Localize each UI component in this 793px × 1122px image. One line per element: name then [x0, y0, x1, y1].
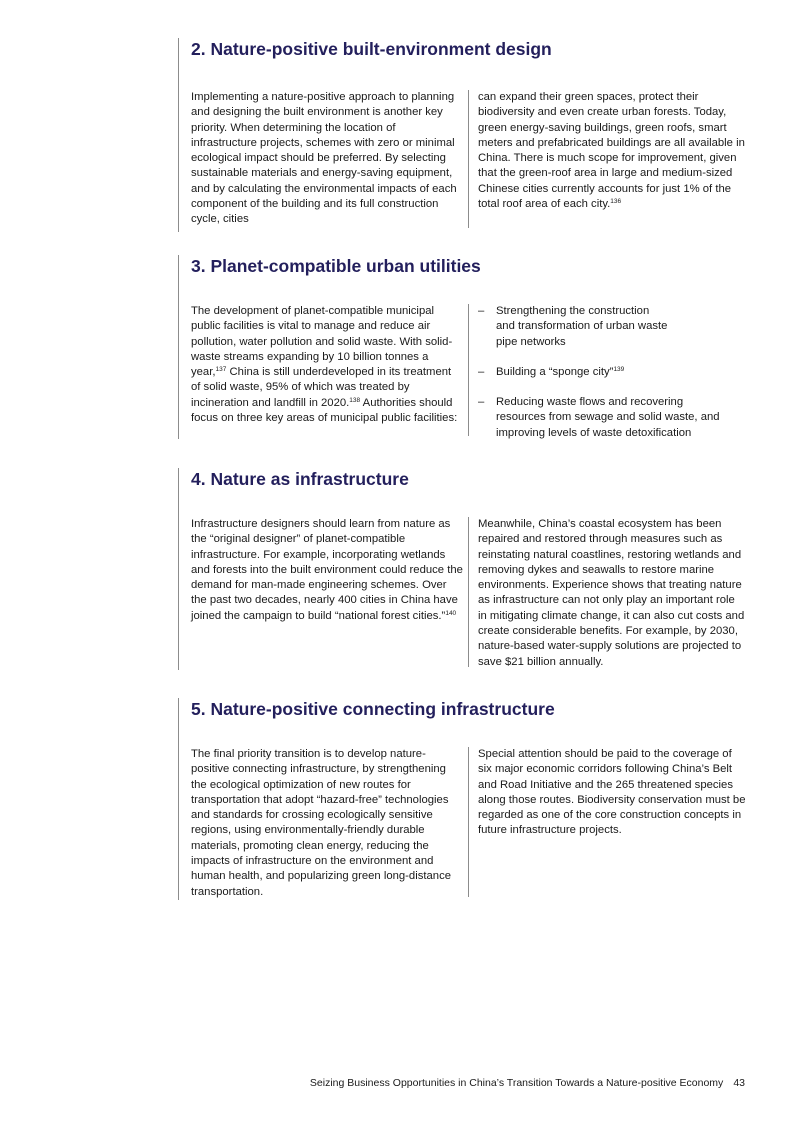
- footnote-ref: 140: [445, 609, 457, 617]
- left-column: [191, 517, 463, 624]
- bullet-text: Reducing waste flows and recovering resources from sewage and solid waste, and improving levels of waste detoxification: [496, 396, 720, 439]
- bullet-text: Strengthening the construction and transformation of urban waste pipe networks: [496, 305, 668, 348]
- section-built-environment: [178, 38, 749, 232]
- section-connecting-infrastructure: [178, 698, 749, 900]
- footnote-ref: 136: [610, 198, 622, 206]
- footnote-ref: 139: [613, 365, 625, 373]
- left-column: [191, 747, 463, 900]
- right-column: [478, 747, 746, 839]
- bullet-text: Building a “sponge city”: [496, 365, 614, 378]
- section-title: 3. Planet-compatible urban utilities: [191, 256, 481, 276]
- paragraph: Implementing a nature-positive approach to planning and designing the built environment is another key priority. When determining the location of infrastructure projects, schemes with zero or minimal ecological impact should be preferred. By selecting sustainable materials and energy-saving equipment, and by calculating the environmental impacts of each component of the building and its full construction cycle, cities: [191, 91, 457, 226]
- paragraph: [191, 304, 463, 426]
- paragraph: The final priority transition is to develop nature-positive connecting infrastructure, by strengthening the ecological optimization of new routes for transportation that adopt “hazard-free” technologies and standards for crossing ecologically sensitive regions, using environmentally-friendly durable materials, promoting clean energy, reducing the impacts of infrastructure on the environment and human health, and popularizing green long-distance transportation.: [191, 748, 452, 898]
- list-item: [478, 365, 730, 380]
- bullet-dash: –: [478, 365, 485, 378]
- column-divider: [468, 517, 469, 667]
- section-urban-utilities: [178, 255, 749, 439]
- column-divider: [468, 747, 469, 897]
- left-column: [191, 90, 463, 228]
- right-column: [478, 90, 746, 212]
- footnote-ref: 138: [349, 396, 361, 404]
- footnote-ref: 137: [215, 366, 227, 374]
- paragraph: Meanwhile, China’s coastal ecosystem has been repaired and restored through measures such as reinstating natural coastlines, restoring wetlands and removing dykes and seawalls to restore marine environments. Experience shows that treating nature as infrastructure can not only play an important role in mitigating climate change, it can also cut costs and create considerable benefits. For example, by 2030, nature-based water-supply solutions are projected to save $21 billion annually.: [478, 518, 745, 668]
- paragraph-text: Infrastructure designers should learn from nature as the “original designer” of planet-compatible infrastructure. For example, incorporating wetlands and forests into the built environment could reduce the demand for man-made engineering schemes. Over the past two decades, nearly 400 cities in China have joined the campaign to build “national forest cities.”: [191, 518, 463, 622]
- paragraph-text: Authorities should focus on three key areas of municipal public facilities:: [191, 396, 458, 425]
- section-title: 5. Nature-positive connecting infrastructure: [191, 699, 555, 719]
- bullet-column: [478, 304, 730, 456]
- paragraph-text: The development of planet-compatible municipal public facilities is vital to manage and reduce air pollution, water pollution and solid waste. With solid-waste streams expanding by 10 billion tonnes a year,: [191, 305, 453, 379]
- section-title: 2. Nature-positive built-environment design: [191, 39, 552, 59]
- bullet-dash: –: [478, 396, 485, 409]
- paragraph: [478, 90, 746, 212]
- right-column: [478, 517, 746, 670]
- paragraph: Special attention should be paid to the coverage of six major economic corridors following China’s Belt and Road Initiative and the 265 threatened species along those routes. Biodiversity conservation must be regarded as one of the core construction concepts in future infrastructure projects.: [478, 748, 746, 837]
- section-title: 4. Nature as infrastructure: [191, 469, 409, 489]
- paragraph: [191, 517, 463, 624]
- footer-title: Seizing Business Opportunities in China’s Transition Towards a Nature-positive Economy: [309, 1077, 724, 1089]
- left-column: [191, 304, 463, 426]
- page-number: 43: [733, 1077, 745, 1089]
- list-item: [478, 395, 730, 441]
- paragraph-text: China is still underdeveloped in its treatment of solid waste, 95% of which was treated by incineration and landfill in 2020.: [191, 366, 452, 409]
- paragraph-text: can expand their green spaces, protect their biodiversity and even create urban forests. Today, green energy-saving buildings, green roofs, smart meters and prefabricated buildings are all available in China. There is much scope for improvement, given that the green-roof area in large and medium-sized Chinese cities currently accounts for just 1% of the total roof area of each city.: [478, 91, 745, 211]
- list-item: [478, 304, 730, 350]
- bullet-dash: –: [478, 305, 485, 317]
- column-divider: [468, 90, 469, 228]
- section-nature-infrastructure: [178, 468, 749, 670]
- column-divider: [468, 304, 469, 436]
- page-footer: [310, 1077, 745, 1089]
- bullet-list: [478, 304, 730, 441]
